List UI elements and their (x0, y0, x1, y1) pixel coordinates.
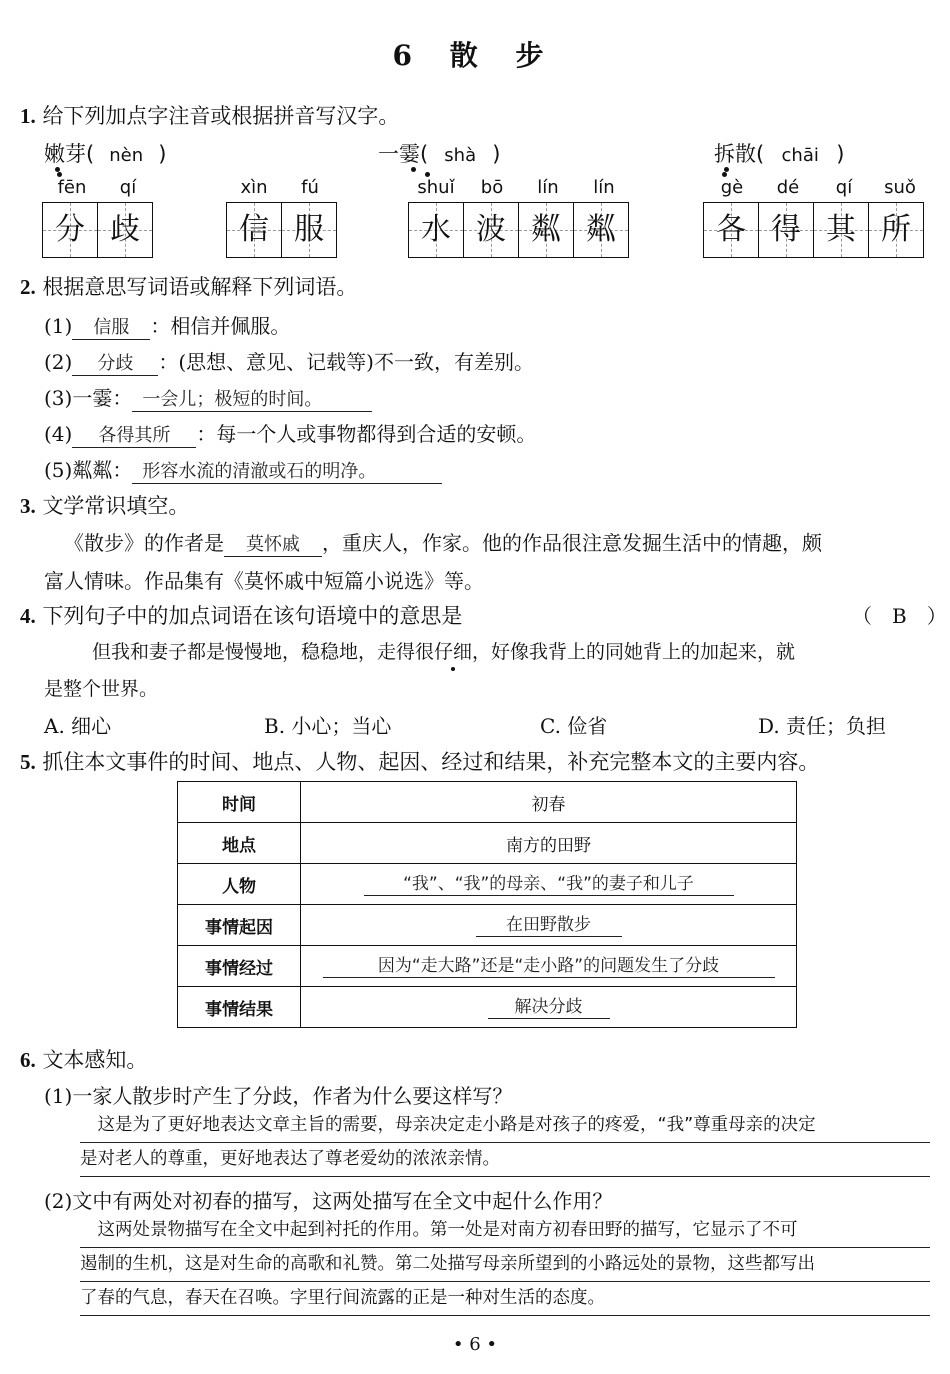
answer-blank: 形容水流的清澈或石的明净。 (132, 461, 442, 484)
pinyin: dé (776, 177, 800, 198)
emphasis-dot (425, 172, 430, 177)
item-label: (1) (44, 314, 73, 338)
q1-word: 一霎 (378, 142, 420, 166)
q2-item-5 (44, 454, 442, 484)
answer-line: 这是为了更好地表达文章主旨的需要，母亲决定走小路是对孩子的疼爱，“我”尊重母亲的决定 (80, 1108, 930, 1143)
pinyin-row (226, 177, 338, 198)
question-prompt: 下列句子中的加点词语在该句语境中的意思是 (42, 604, 463, 628)
q2-item-2 (44, 346, 534, 376)
row-header: 事情结果 (178, 987, 301, 1028)
char-cell: 歧 (98, 203, 152, 257)
q3-text: 《散步》的作者是 (64, 531, 224, 555)
char-cell: 得 (759, 203, 814, 257)
q6-sub-2-question: (2)文中有两处对初春的描写，这两处描写在全文中起什么作用？ (44, 1189, 613, 1213)
char-cell: 信 (227, 203, 282, 257)
item-label: (5)粼粼： (44, 458, 133, 482)
row-value: 因为“走大路”还是“走小路”的问题发生了分歧 (301, 946, 797, 987)
pinyin-answer: shà (444, 145, 477, 166)
q1-word: 拆散 (714, 142, 756, 166)
question-number: 1. (20, 104, 36, 128)
table-row (178, 823, 797, 864)
row-value: 南方的田野 (301, 823, 797, 864)
pinyin: gè (720, 177, 744, 198)
item-text: ：(思想、意见、记载等)不一致，有差别。 (158, 350, 534, 374)
q2-item-4 (44, 418, 536, 448)
question-prompt: 文学常识填空。 (42, 494, 190, 518)
question-number: 3. (20, 494, 36, 518)
question-number: 2. (20, 275, 36, 299)
item-label: (3)一霎： (44, 386, 133, 410)
answer-blank: 一会儿；极短的时间。 (132, 389, 372, 412)
char-grid (408, 202, 629, 258)
question-prompt: 给下列加点字注音或根据拼音写汉字。 (42, 104, 400, 128)
answer-line: 是对老人的尊重，更好地表达了尊老爱幼的浓浓亲情。 (80, 1142, 930, 1177)
char-grid (703, 202, 924, 258)
row-header: 时间 (178, 782, 301, 823)
pinyin-row (704, 177, 928, 198)
q1-item-1: 嫩芽( nèn ) (44, 142, 167, 166)
q2-item-1 (44, 310, 290, 340)
row-value: 在田野散步 (301, 905, 797, 946)
pinyin-answer: nèn (109, 145, 144, 166)
char-grid (226, 202, 337, 258)
table-row (178, 782, 797, 823)
row-value: “我”、“我”的母亲、“我”的妻子和儿子 (301, 864, 797, 905)
table-row (178, 864, 797, 905)
char-cell: 粼 (574, 203, 628, 257)
question-prompt: 抓住本文事件的时间、地点、人物、起因、经过和结果，补充完整本文的主要内容。 (42, 750, 820, 774)
char-cell: 粼 (519, 203, 574, 257)
question-prompt: 文本感知。 (42, 1048, 148, 1072)
q2-item-3 (44, 382, 372, 412)
char-grid (42, 202, 153, 258)
char-cell: 波 (464, 203, 519, 257)
emphasis-dot (722, 172, 727, 177)
answer-blank: 分歧 (72, 353, 158, 376)
q3-text: ，重庆人，作家。他的作品很注意发掘生活中的情趣，颇 (322, 531, 822, 555)
q4-sentence (92, 637, 795, 664)
q4-option-a: A. 细心 (44, 714, 112, 738)
char-cell: 水 (409, 203, 464, 257)
question-2 (20, 271, 357, 301)
question-number: 4. (20, 604, 36, 628)
question-4 (20, 600, 462, 630)
char-cell: 分 (43, 203, 98, 257)
row-value: 初春 (301, 782, 797, 823)
emphasis-dot (411, 167, 416, 172)
item-label: (2) (44, 350, 73, 374)
table-row (178, 946, 797, 987)
question-5 (20, 746, 819, 776)
q4-option-b: B. 小心；当心 (264, 714, 392, 738)
table-row (178, 987, 797, 1028)
q4-option-d: D. 责任；负担 (758, 714, 887, 738)
answer-blank: 各得其所 (72, 425, 196, 448)
row-header: 事情经过 (178, 946, 301, 987)
pinyin: xìn (240, 177, 268, 198)
pinyin: qí (835, 177, 853, 198)
pinyin: fēn (57, 177, 87, 198)
page-title: 6 散 步 (392, 39, 558, 72)
item-text: ：相信并佩服。 (150, 314, 291, 338)
question-number: 5. (20, 750, 36, 774)
answer-line: 了春的气息，春天在召唤。字里行间流露的正是一种对生活的态度。 (80, 1281, 930, 1316)
question-number: 6. (20, 1048, 36, 1072)
sentence-text: 但我和妻子都是慢慢地，稳稳地，走得很 (92, 641, 435, 663)
answer-line: 这两处景物描写在全文中起到衬托的作用。第一处是对南方初春田野的描写，它显示了不可 (80, 1213, 930, 1248)
event-table (177, 781, 797, 1028)
q4-sentence-line-2: 是整个世界。 (44, 678, 159, 700)
pinyin-row (408, 177, 632, 198)
char-cell: 所 (869, 203, 923, 257)
pinyin: shuǐ (417, 177, 455, 198)
question-6 (20, 1044, 147, 1074)
pinyin: fú (301, 177, 319, 198)
char-cell: 其 (814, 203, 869, 257)
q1-item-2: 一霎( shà ) (378, 142, 501, 166)
row-header: 人物 (178, 864, 301, 905)
row-header: 地点 (178, 823, 301, 864)
row-header: 事情起因 (178, 905, 301, 946)
question-prompt: 根据意思写词语或解释下列词语。 (42, 275, 358, 299)
page-number: • 6 • (452, 1334, 498, 1355)
q1-word: 嫩芽 (44, 142, 86, 166)
answer-blank: 莫怀戚 (224, 534, 322, 557)
answer-line: 遏制的生机，这是对生命的高歌和礼赞。第二处描写母亲所望到的小路远处的景物，这些都写出 (80, 1247, 930, 1282)
q4-answer: （ B ） (852, 604, 947, 628)
pinyin: lín (593, 177, 615, 198)
table-row (178, 905, 797, 946)
char-cell: 服 (282, 203, 336, 257)
pinyin: suǒ (884, 177, 916, 198)
pinyin: lín (537, 177, 559, 198)
dotted-word: 仔细 (434, 637, 472, 664)
pinyin-answer: chāi (781, 145, 819, 166)
item-text: ：每一个人或事物都得到合适的安顿。 (196, 422, 537, 446)
q6-sub-1-question: (1)一家人散步时产生了分歧，作者为什么要这样写？ (44, 1084, 513, 1108)
question-3 (20, 490, 189, 520)
q3-line-2: 富人情味。作品集有《莫怀戚中短篇小说选》等。 (44, 569, 484, 593)
row-value: 解决分歧 (301, 987, 797, 1028)
q4-option-c: C. 俭省 (540, 714, 608, 738)
question-1 (20, 100, 399, 130)
answer-blank: 信服 (72, 317, 150, 340)
char-cell: 各 (704, 203, 759, 257)
item-label: (4) (44, 422, 73, 446)
pinyin: bō (480, 177, 504, 198)
q1-item-3: 拆散( chāi ) (714, 142, 845, 166)
q3-line-1 (64, 527, 822, 557)
pinyin: qí (119, 177, 137, 198)
sentence-text: ，好像我背上的同她背上的加起来，就 (472, 641, 796, 663)
emphasis-dot (57, 172, 62, 177)
pinyin-row (44, 177, 156, 198)
